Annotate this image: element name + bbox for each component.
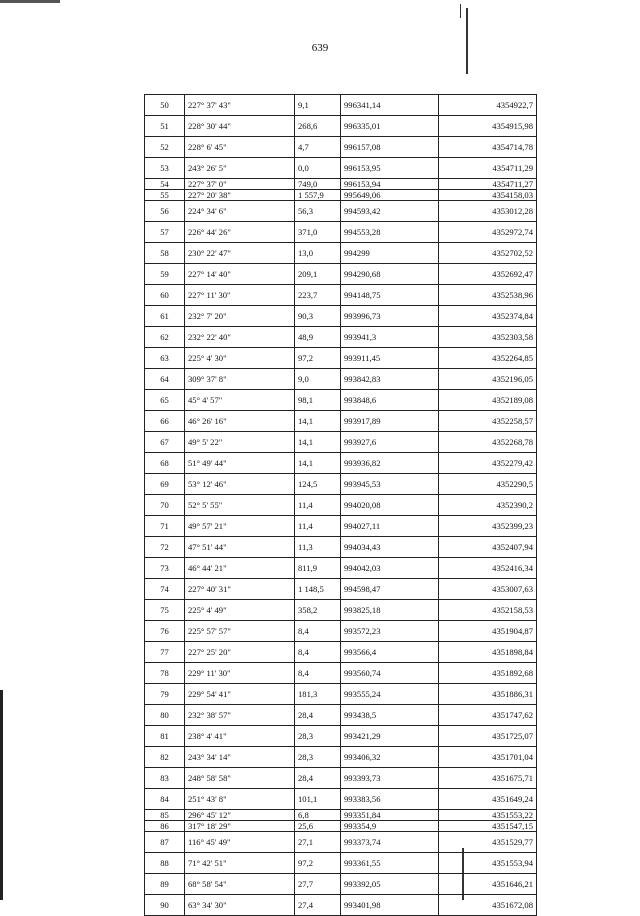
direction-angle-cell: 309° 37' 8" (185, 369, 295, 390)
x-coordinate-cell: 994598,47 (341, 579, 439, 600)
direction-angle-cell: 224° 34' 6" (185, 201, 295, 222)
x-coordinate-cell: 994042,03 (341, 558, 439, 579)
distance-cell: 4,7 (295, 137, 341, 158)
point-number-cell: 80 (145, 705, 185, 726)
y-coordinate-cell: 4352399,23 (439, 516, 537, 537)
x-coordinate-cell: 993351,84 (341, 810, 439, 821)
distance-cell: 25,6 (295, 821, 341, 832)
direction-angle-cell: 52° 5' 55" (185, 495, 295, 516)
direction-angle-cell: 243° 26' 5" (185, 158, 295, 179)
scan-artifact (0, 690, 3, 900)
distance-cell: 268,6 (295, 116, 341, 137)
point-number-cell: 53 (145, 158, 185, 179)
distance-cell: 14,1 (295, 432, 341, 453)
direction-angle-cell: 227° 37' 43" (185, 95, 295, 116)
table-row (145, 390, 537, 411)
coordinates-table-body (145, 95, 537, 916)
distance-cell: 13,0 (295, 243, 341, 264)
y-coordinate-cell: 4351547,15 (439, 821, 537, 832)
y-coordinate-cell: 4352279,42 (439, 453, 537, 474)
direction-angle-cell: 251° 43' 8" (185, 789, 295, 810)
point-number-cell: 70 (145, 495, 185, 516)
direction-angle-cell: 47° 51' 44" (185, 537, 295, 558)
table-row (145, 137, 537, 158)
x-coordinate-cell: 993438,5 (341, 705, 439, 726)
direction-angle-cell: 116° 45' 49" (185, 832, 295, 853)
direction-angle-cell: 45° 4' 57" (185, 390, 295, 411)
point-number-cell: 54 (145, 179, 185, 190)
x-coordinate-cell: 993936,82 (341, 453, 439, 474)
x-coordinate-cell: 993354,9 (341, 821, 439, 832)
distance-cell: 371,0 (295, 222, 341, 243)
distance-cell: 98,1 (295, 390, 341, 411)
point-number-cell: 82 (145, 747, 185, 768)
table-row (145, 810, 537, 821)
table-row (145, 116, 537, 137)
point-number-cell: 66 (145, 411, 185, 432)
distance-cell: 11,3 (295, 537, 341, 558)
x-coordinate-cell: 993401,98 (341, 895, 439, 916)
distance-cell: 14,1 (295, 453, 341, 474)
x-coordinate-cell: 993848,6 (341, 390, 439, 411)
y-coordinate-cell: 4351649,24 (439, 789, 537, 810)
point-number-cell: 85 (145, 810, 185, 821)
y-coordinate-cell: 4352196,05 (439, 369, 537, 390)
table-row (145, 768, 537, 789)
distance-cell: 1 148,5 (295, 579, 341, 600)
distance-cell: 209,1 (295, 264, 341, 285)
point-number-cell: 50 (145, 95, 185, 116)
x-coordinate-cell: 993383,56 (341, 789, 439, 810)
point-number-cell: 72 (145, 537, 185, 558)
point-number-cell: 83 (145, 768, 185, 789)
direction-angle-cell: 232° 22' 40" (185, 327, 295, 348)
page-number: 639 (311, 42, 329, 54)
x-coordinate-cell: 996157,08 (341, 137, 439, 158)
point-number-cell: 73 (145, 558, 185, 579)
x-coordinate-cell: 993406,32 (341, 747, 439, 768)
direction-angle-cell: 63° 34' 30" (185, 895, 295, 916)
x-coordinate-cell: 993945,53 (341, 474, 439, 495)
y-coordinate-cell: 4351646,21 (439, 874, 537, 895)
table-row (145, 874, 537, 895)
y-coordinate-cell: 4351886,31 (439, 684, 537, 705)
point-number-cell: 81 (145, 726, 185, 747)
point-number-cell: 86 (145, 821, 185, 832)
point-number-cell: 63 (145, 348, 185, 369)
distance-cell: 27,7 (295, 874, 341, 895)
y-coordinate-cell: 4352303,58 (439, 327, 537, 348)
direction-angle-cell: 46° 44' 21" (185, 558, 295, 579)
distance-cell: 97,2 (295, 348, 341, 369)
y-coordinate-cell: 4351672,08 (439, 895, 537, 916)
direction-angle-cell: 53° 12' 46" (185, 474, 295, 495)
y-coordinate-cell: 4351675,71 (439, 768, 537, 789)
y-coordinate-cell: 4353012,28 (439, 201, 537, 222)
y-coordinate-cell: 4352692,47 (439, 264, 537, 285)
point-number-cell: 64 (145, 369, 185, 390)
distance-cell: 11,4 (295, 495, 341, 516)
direction-angle-cell: 229° 11' 30" (185, 663, 295, 684)
y-coordinate-cell: 4353007,63 (439, 579, 537, 600)
y-coordinate-cell: 4352407,94 (439, 537, 537, 558)
table-row (145, 642, 537, 663)
distance-cell: 8,4 (295, 642, 341, 663)
point-number-cell: 68 (145, 453, 185, 474)
y-coordinate-cell: 4351892,68 (439, 663, 537, 684)
direction-angle-cell: 232° 7' 20" (185, 306, 295, 327)
table-row (145, 726, 537, 747)
distance-cell: 8,4 (295, 621, 341, 642)
point-number-cell: 84 (145, 789, 185, 810)
table-row (145, 705, 537, 726)
x-coordinate-cell: 996335,01 (341, 116, 439, 137)
distance-cell: 358,2 (295, 600, 341, 621)
x-coordinate-cell: 993927,6 (341, 432, 439, 453)
y-coordinate-cell: 4352258,57 (439, 411, 537, 432)
x-coordinate-cell: 993941,3 (341, 327, 439, 348)
point-number-cell: 65 (145, 390, 185, 411)
table-row (145, 789, 537, 810)
direction-angle-cell: 49° 5' 22" (185, 432, 295, 453)
y-coordinate-cell: 4351553,94 (439, 853, 537, 874)
x-coordinate-cell: 993361,55 (341, 853, 439, 874)
scan-artifact (466, 8, 468, 74)
table-row (145, 621, 537, 642)
distance-cell: 97,2 (295, 853, 341, 874)
y-coordinate-cell: 4351747,62 (439, 705, 537, 726)
y-coordinate-cell: 4352390,2 (439, 495, 537, 516)
x-coordinate-cell: 993917,89 (341, 411, 439, 432)
table-row (145, 579, 537, 600)
x-coordinate-cell: 996153,94 (341, 179, 439, 190)
point-number-cell: 89 (145, 874, 185, 895)
y-coordinate-cell: 4354711,27 (439, 179, 537, 190)
distance-cell: 124,5 (295, 474, 341, 495)
y-coordinate-cell: 4352972,74 (439, 222, 537, 243)
distance-cell: 28,3 (295, 747, 341, 768)
x-coordinate-cell: 993373,74 (341, 832, 439, 853)
distance-cell: 749,0 (295, 179, 341, 190)
point-number-cell: 67 (145, 432, 185, 453)
y-coordinate-cell: 4352189,08 (439, 390, 537, 411)
x-coordinate-cell: 994299 (341, 243, 439, 264)
table-row (145, 201, 537, 222)
direction-angle-cell: 228° 30' 44" (185, 116, 295, 137)
table-row (145, 411, 537, 432)
table-row (145, 158, 537, 179)
direction-angle-cell: 317° 18' 29" (185, 821, 295, 832)
x-coordinate-cell: 994553,28 (341, 222, 439, 243)
direction-angle-cell: 230° 22' 47" (185, 243, 295, 264)
x-coordinate-cell: 993393,73 (341, 768, 439, 789)
table-row (145, 474, 537, 495)
table-row (145, 495, 537, 516)
y-coordinate-cell: 4352290,5 (439, 474, 537, 495)
point-number-cell: 90 (145, 895, 185, 916)
y-coordinate-cell: 4352264,85 (439, 348, 537, 369)
point-number-cell: 62 (145, 327, 185, 348)
distance-cell: 28,4 (295, 768, 341, 789)
point-number-cell: 88 (145, 853, 185, 874)
direction-angle-cell: 296° 45' 12" (185, 810, 295, 821)
direction-angle-cell: 46° 26' 16" (185, 411, 295, 432)
point-number-cell: 60 (145, 285, 185, 306)
x-coordinate-cell: 993911,45 (341, 348, 439, 369)
x-coordinate-cell: 994020,08 (341, 495, 439, 516)
y-coordinate-cell: 4354158,03 (439, 190, 537, 201)
x-coordinate-cell: 994034,43 (341, 537, 439, 558)
x-coordinate-cell: 993560,74 (341, 663, 439, 684)
table-row (145, 537, 537, 558)
y-coordinate-cell: 4352702,52 (439, 243, 537, 264)
point-number-cell: 75 (145, 600, 185, 621)
y-coordinate-cell: 4352158,53 (439, 600, 537, 621)
direction-angle-cell: 225° 4' 30" (185, 348, 295, 369)
table-row (145, 895, 537, 916)
x-coordinate-cell: 993996,73 (341, 306, 439, 327)
y-coordinate-cell: 4354922,7 (439, 95, 537, 116)
y-coordinate-cell: 4351904,87 (439, 621, 537, 642)
coordinates-table (144, 94, 537, 916)
distance-cell: 1 557,9 (295, 190, 341, 201)
x-coordinate-cell: 994148,75 (341, 285, 439, 306)
table-row (145, 222, 537, 243)
direction-angle-cell: 68° 58' 54" (185, 874, 295, 895)
x-coordinate-cell: 996153,95 (341, 158, 439, 179)
distance-cell: 8,4 (295, 663, 341, 684)
point-number-cell: 87 (145, 832, 185, 853)
distance-cell: 28,4 (295, 705, 341, 726)
point-number-cell: 74 (145, 579, 185, 600)
table-row (145, 348, 537, 369)
y-coordinate-cell: 4352416,34 (439, 558, 537, 579)
point-number-cell: 79 (145, 684, 185, 705)
table-row (145, 190, 537, 201)
x-coordinate-cell: 994027,11 (341, 516, 439, 537)
direction-angle-cell: 243° 34' 14" (185, 747, 295, 768)
point-number-cell: 69 (145, 474, 185, 495)
point-number-cell: 59 (145, 264, 185, 285)
table-row (145, 264, 537, 285)
point-number-cell: 52 (145, 137, 185, 158)
distance-cell: 27,1 (295, 832, 341, 853)
table-row (145, 453, 537, 474)
table-row (145, 95, 537, 116)
distance-cell: 48,9 (295, 327, 341, 348)
direction-angle-cell: 227° 37' 0" (185, 179, 295, 190)
table-row (145, 179, 537, 190)
point-number-cell: 71 (145, 516, 185, 537)
x-coordinate-cell: 993566,4 (341, 642, 439, 663)
direction-angle-cell: 228° 6' 45" (185, 137, 295, 158)
table-row (145, 663, 537, 684)
x-coordinate-cell: 993555,24 (341, 684, 439, 705)
direction-angle-cell: 238° 4' 41" (185, 726, 295, 747)
distance-cell: 101,1 (295, 789, 341, 810)
distance-cell: 223,7 (295, 285, 341, 306)
y-coordinate-cell: 4354915,98 (439, 116, 537, 137)
table-row (145, 327, 537, 348)
y-coordinate-cell: 4351553,22 (439, 810, 537, 821)
table-row (145, 821, 537, 832)
direction-angle-cell: 227° 40' 31" (185, 579, 295, 600)
distance-cell: 56,3 (295, 201, 341, 222)
distance-cell: 90,3 (295, 306, 341, 327)
scan-artifact (460, 4, 461, 18)
y-coordinate-cell: 4351529,77 (439, 832, 537, 853)
distance-cell: 6,8 (295, 810, 341, 821)
x-coordinate-cell: 993392,05 (341, 874, 439, 895)
table-row (145, 558, 537, 579)
table-row (145, 832, 537, 853)
distance-cell: 27,4 (295, 895, 341, 916)
direction-angle-cell: 227° 20' 38" (185, 190, 295, 201)
distance-cell: 14,1 (295, 411, 341, 432)
distance-cell: 181,3 (295, 684, 341, 705)
direction-angle-cell: 232° 38' 57" (185, 705, 295, 726)
point-number-cell: 76 (145, 621, 185, 642)
table-row (145, 747, 537, 768)
direction-angle-cell: 227° 25' 20" (185, 642, 295, 663)
point-number-cell: 56 (145, 201, 185, 222)
y-coordinate-cell: 4354711,29 (439, 158, 537, 179)
direction-angle-cell: 71° 42' 51" (185, 853, 295, 874)
scan-artifact (0, 0, 60, 3)
table-row (145, 369, 537, 390)
direction-angle-cell: 51° 49' 44" (185, 453, 295, 474)
y-coordinate-cell: 4354714,78 (439, 137, 537, 158)
table-row (145, 853, 537, 874)
direction-angle-cell: 227° 14' 40" (185, 264, 295, 285)
table-row (145, 285, 537, 306)
direction-angle-cell: 225° 57' 57" (185, 621, 295, 642)
direction-angle-cell: 225° 4' 49" (185, 600, 295, 621)
table-row (145, 432, 537, 453)
x-coordinate-cell: 993825,18 (341, 600, 439, 621)
table-row (145, 684, 537, 705)
point-number-cell: 57 (145, 222, 185, 243)
distance-cell: 0,0 (295, 158, 341, 179)
x-coordinate-cell: 993842,83 (341, 369, 439, 390)
table-row (145, 306, 537, 327)
direction-angle-cell: 248° 58' 58" (185, 768, 295, 789)
direction-angle-cell: 49° 57' 21" (185, 516, 295, 537)
point-number-cell: 78 (145, 663, 185, 684)
x-coordinate-cell: 993421,29 (341, 726, 439, 747)
point-number-cell: 55 (145, 190, 185, 201)
distance-cell: 9,0 (295, 369, 341, 390)
direction-angle-cell: 226° 44' 26" (185, 222, 295, 243)
distance-cell: 28,3 (295, 726, 341, 747)
direction-angle-cell: 227° 11' 30" (185, 285, 295, 306)
table-row (145, 516, 537, 537)
direction-angle-cell: 229° 54' 41" (185, 684, 295, 705)
distance-cell: 9,1 (295, 95, 341, 116)
point-number-cell: 58 (145, 243, 185, 264)
point-number-cell: 61 (145, 306, 185, 327)
distance-cell: 811,9 (295, 558, 341, 579)
y-coordinate-cell: 4351725,07 (439, 726, 537, 747)
x-coordinate-cell: 994290,68 (341, 264, 439, 285)
x-coordinate-cell: 995649,06 (341, 190, 439, 201)
y-coordinate-cell: 4352268,78 (439, 432, 537, 453)
point-number-cell: 51 (145, 116, 185, 137)
table-row (145, 600, 537, 621)
y-coordinate-cell: 4352374,84 (439, 306, 537, 327)
x-coordinate-cell: 994593,42 (341, 201, 439, 222)
x-coordinate-cell: 996341,14 (341, 95, 439, 116)
x-coordinate-cell: 993572,23 (341, 621, 439, 642)
y-coordinate-cell: 4351898,84 (439, 642, 537, 663)
y-coordinate-cell: 4352538,96 (439, 285, 537, 306)
table-row (145, 243, 537, 264)
y-coordinate-cell: 4351701,04 (439, 747, 537, 768)
distance-cell: 11,4 (295, 516, 341, 537)
point-number-cell: 77 (145, 642, 185, 663)
